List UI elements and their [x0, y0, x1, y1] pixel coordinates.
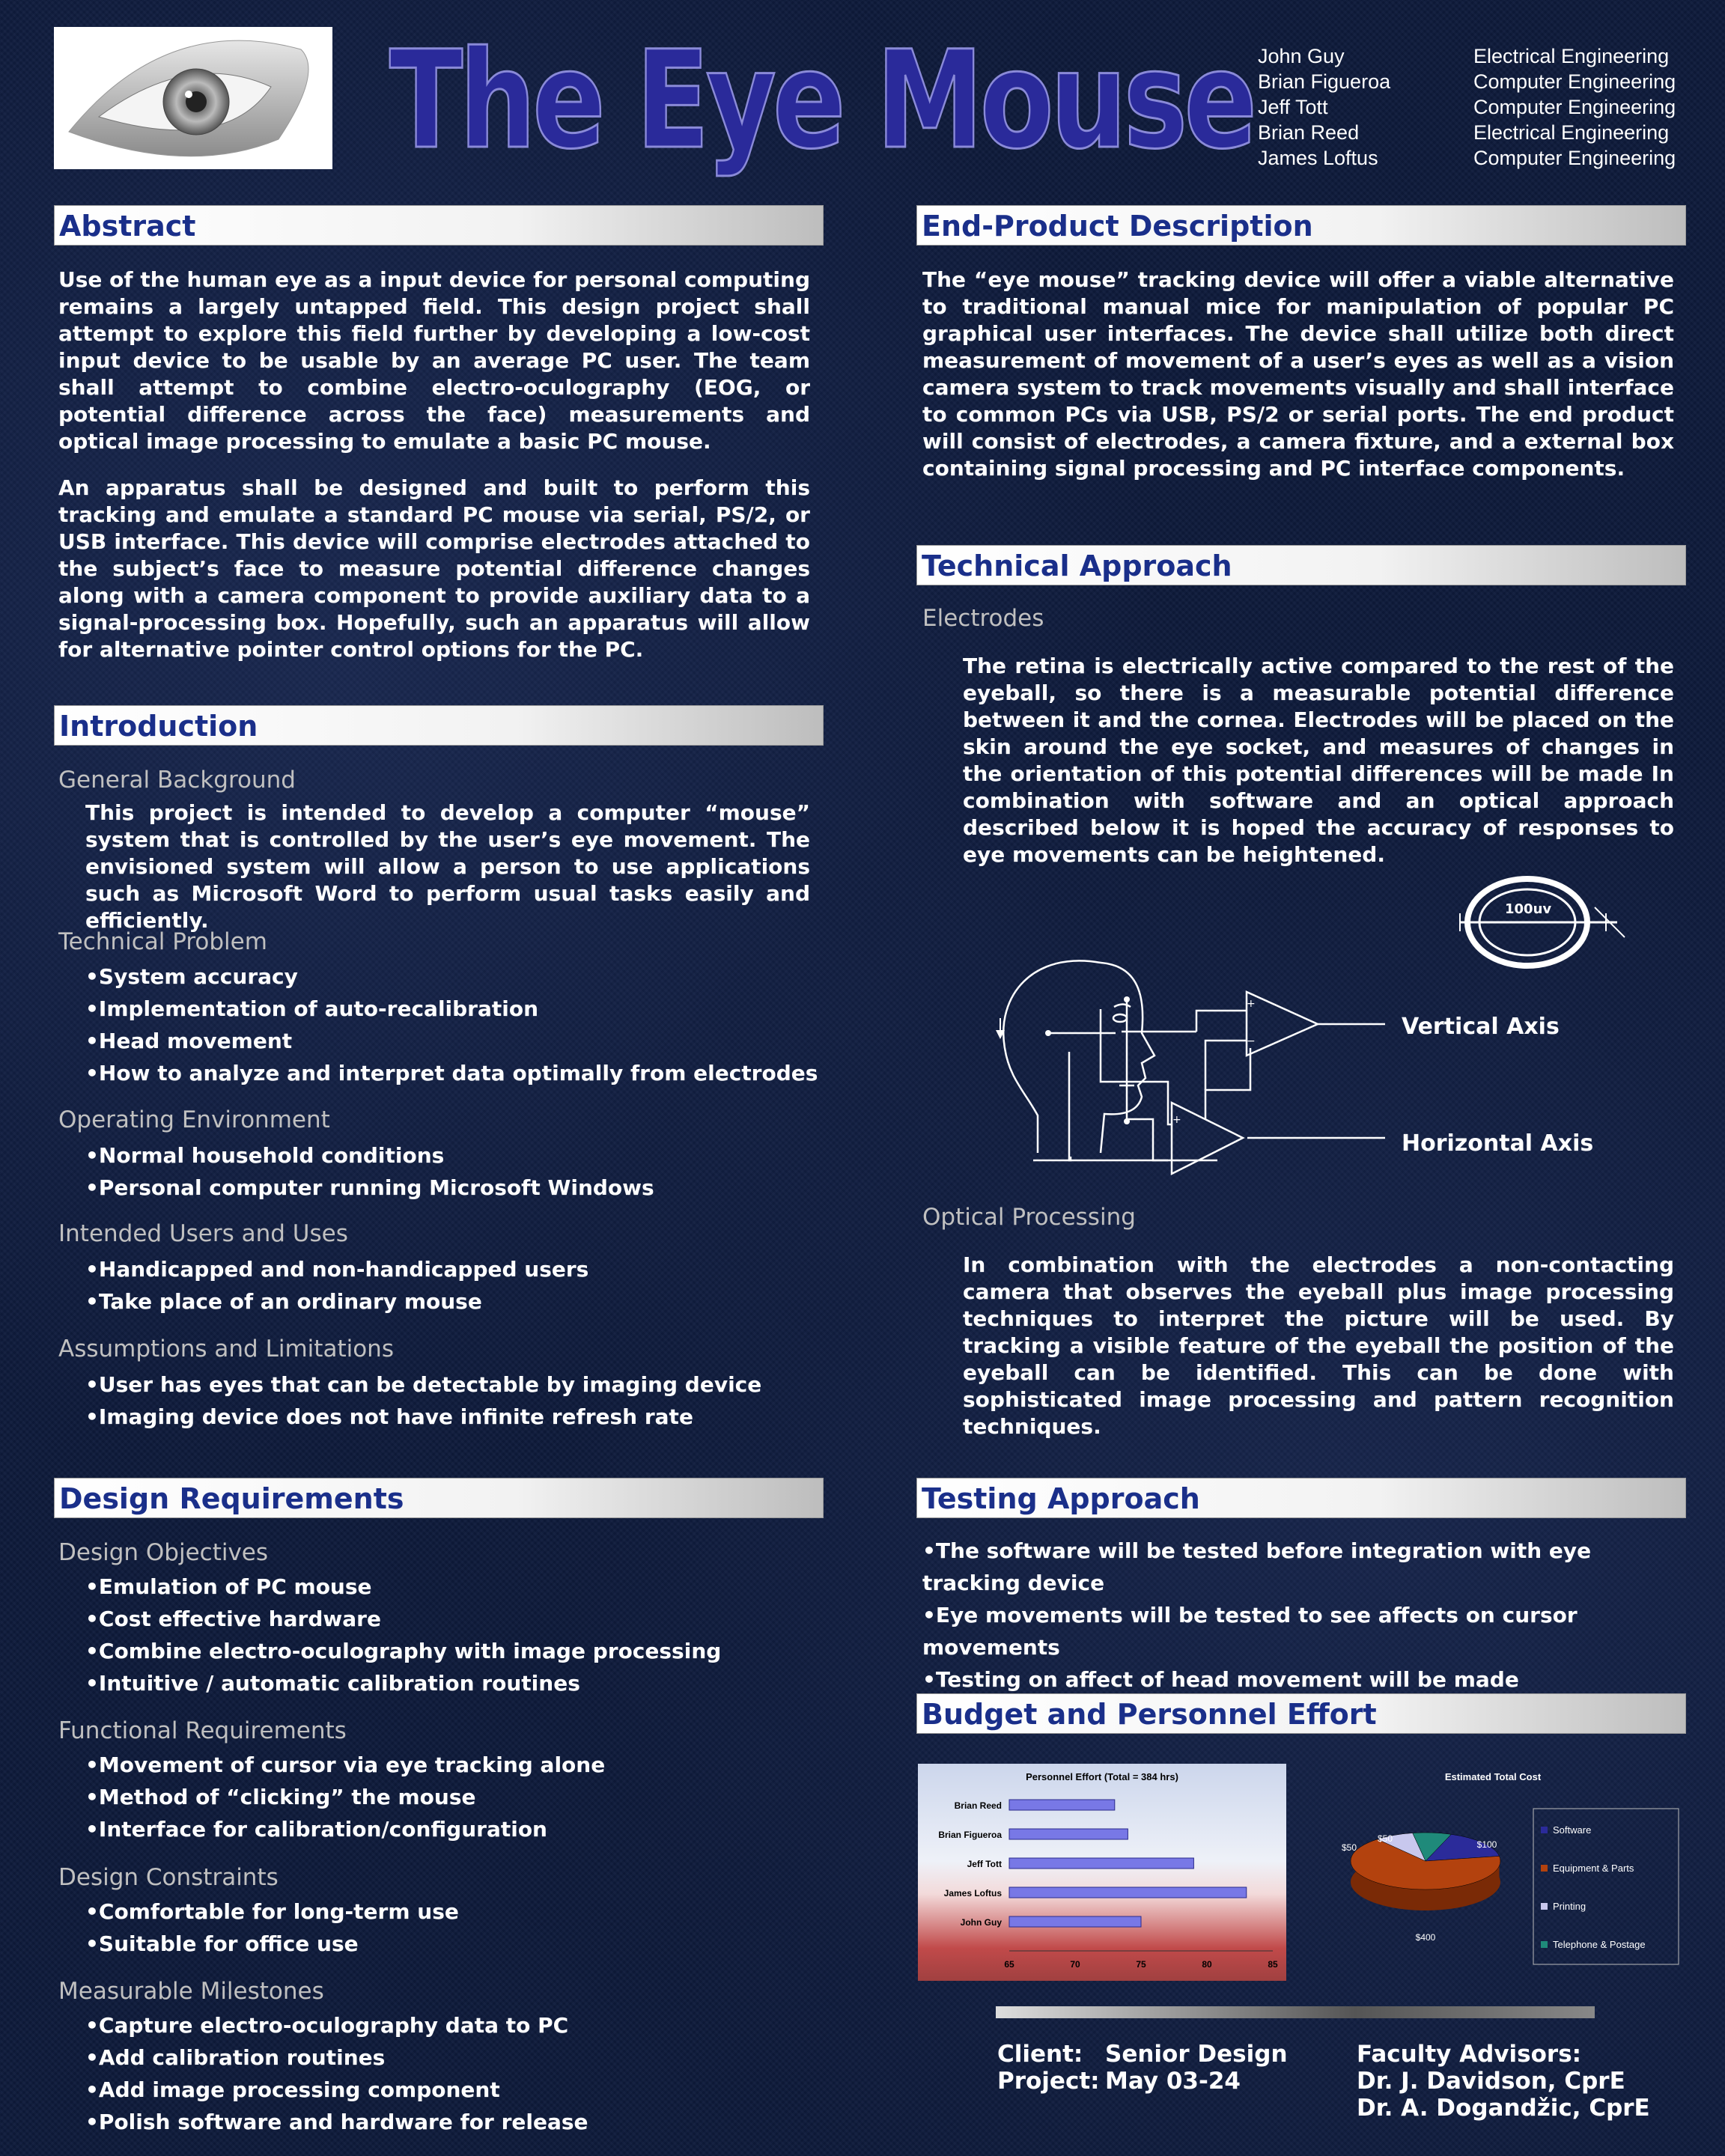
- team-row: [1258, 69, 1707, 94]
- electrodes-title: Electrodes: [922, 605, 1044, 632]
- legend-swatch: [1541, 1827, 1548, 1833]
- list-item: • Implementation of auto-recalibration: [85, 993, 818, 1025]
- list-item: • Cost effective hardware: [85, 1603, 721, 1635]
- functional-requirements-list: [85, 1749, 605, 1845]
- x-tick-label: 80: [1202, 1959, 1212, 1970]
- list-item: • Normal household conditions: [85, 1139, 654, 1172]
- list-item: • Polish software and hardware for release: [85, 2106, 588, 2138]
- functional-requirements-title: Functional Requirements: [58, 1717, 347, 1744]
- list-item: • Interface for calibration/configuration: [85, 1813, 605, 1845]
- pie-value-label: $100: [1476, 1839, 1497, 1850]
- team-row: [1258, 145, 1707, 171]
- list-item: • Combine electro-oculography with image processing: [85, 1635, 721, 1667]
- bar: [1009, 1829, 1128, 1839]
- list-item: • Add image processing component: [85, 2074, 588, 2106]
- pie-chart-title: Estimated Total Cost: [1444, 1771, 1542, 1782]
- budget-heading: Budget and Personnel Effort: [916, 1693, 1686, 1734]
- list-item: • Add calibration routines: [85, 2041, 588, 2074]
- bar-category-label: Jeff Tott: [967, 1859, 1002, 1869]
- bar: [1009, 1800, 1115, 1810]
- testing-list: [922, 1535, 1686, 1696]
- x-tick-label: 65: [1004, 1959, 1014, 1970]
- intended-users-list: [85, 1253, 588, 1318]
- general-background-title: General Background: [58, 767, 296, 794]
- list-item: • Method of “clicking” the mouse: [85, 1781, 605, 1813]
- list-item: • Personal computer running Microsoft Windows: [85, 1172, 654, 1204]
- measurable-milestones-list: [85, 2009, 588, 2138]
- estimated-cost-chart: [1333, 1764, 1680, 1981]
- bar: [1009, 1916, 1141, 1927]
- advisors-label: Faculty Advisors:: [1357, 2041, 1582, 2068]
- optical-processing-text: In combination with the electrodes a non-contacting camera that observes the eyeball plus image processing techniques to interpret the picture will be used. By tracking a visible feature of the eyeball the position of the eyeball can be identified. This can be done with sophisticated image processing and pattern recognition techniques.: [963, 1252, 1674, 1439]
- eye-logo: [54, 27, 332, 169]
- end-product-text: The “eye mouse” tracking device will offer a viable alternative to traditional manual mice for manipulation of popular PC graphical user interfaces. The device shall utilize both direct measurement of movement of a user’s eyes as well as a vision camera system to track movements visually and shall interface to common PCs via USB, PS/2 or serial ports. The end product will consist of electrodes, a camera fixture, and a external box containing signal processing and PC interface components.: [922, 267, 1674, 481]
- team-row: [1258, 120, 1707, 145]
- list-item: • System accuracy: [85, 960, 818, 993]
- eyeball-diagram-icon: [1445, 868, 1632, 973]
- list-item: • The software will be tested before integration with eye tracking device: [922, 1535, 1686, 1599]
- svg-text:−: −: [1172, 1155, 1181, 1167]
- intended-users-title: Intended Users and Uses: [58, 1220, 348, 1247]
- list-item: • Comfortable for long-term use: [85, 1895, 459, 1928]
- estimated-cost-svg: [1333, 1764, 1680, 1981]
- measurable-milestones-title: Measurable Milestones: [58, 1978, 324, 2005]
- legend-swatch: [1541, 1903, 1548, 1910]
- member-name: James Loftus: [1258, 147, 1378, 169]
- list-item: • Intuitive / automatic calibration routines: [85, 1667, 721, 1699]
- design-objectives-title: Design Objectives: [58, 1539, 269, 1566]
- list-item: • Imaging device does not have infinite refresh rate: [85, 1401, 761, 1433]
- client-value: Senior Design: [1105, 2041, 1288, 2068]
- general-background-text: This project is intended to develop a computer “mouse” system that is controlled by the user’s eye movement. The envisioned system will allow a person to use applications such as Microsoft Word to perform usual tasks easily and efficiently.: [85, 800, 810, 933]
- technical-approach-heading: Technical Approach: [916, 545, 1686, 585]
- advisor-1: Dr. J. Davidson, CprE: [1357, 2068, 1625, 2095]
- svg-text:+: +: [1247, 998, 1256, 1010]
- head-circuit-icon: [988, 936, 1408, 1183]
- operating-environment-title: Operating Environment: [58, 1106, 330, 1133]
- technical-problem-list: [85, 960, 818, 1089]
- client-label: Client:: [997, 2041, 1083, 2068]
- technical-problem-title: Technical Problem: [58, 928, 267, 955]
- member-dept: Computer Engineering: [1473, 70, 1676, 93]
- bar: [1009, 1887, 1247, 1898]
- legend-label: Telephone & Postage: [1553, 1939, 1646, 1950]
- x-tick-label: 75: [1136, 1959, 1146, 1970]
- design-requirements-heading: Design Requirements: [54, 1478, 824, 1518]
- list-item: • Testing on affect of head movement will be made: [922, 1663, 1686, 1696]
- bar-chart-title: Personnel Effort (Total = 384 hrs): [1026, 1771, 1178, 1782]
- operating-environment-list: [85, 1139, 654, 1204]
- assumptions-title: Assumptions and Limitations: [58, 1336, 394, 1362]
- design-constraints-list: [85, 1895, 459, 1960]
- end-product-heading: End-Product Description: [916, 205, 1686, 246]
- member-dept: Electrical Engineering: [1473, 121, 1670, 144]
- legend-label: Software: [1553, 1824, 1592, 1836]
- member-name: John Guy: [1258, 45, 1345, 67]
- member-name: Brian Figueroa: [1258, 70, 1391, 93]
- eye-voltage-label: 100uv: [1505, 901, 1552, 917]
- legend-swatch: [1541, 1865, 1548, 1872]
- introduction-heading: Introduction: [54, 705, 824, 746]
- member-dept: Computer Engineering: [1473, 96, 1676, 118]
- list-item: • How to analyze and interpret data optimally from electrodes: [85, 1057, 818, 1089]
- list-item: • Movement of cursor via eye tracking alone: [85, 1749, 605, 1781]
- list-item: • Emulation of PC mouse: [85, 1571, 721, 1603]
- project-label: Project:: [997, 2068, 1100, 2095]
- testing-approach-heading: Testing Approach: [916, 1478, 1686, 1518]
- x-tick-label: 85: [1268, 1959, 1278, 1970]
- bar-category-label: Brian Reed: [954, 1800, 1002, 1811]
- horizontal-axis-label: Horizontal Axis: [1402, 1130, 1594, 1157]
- x-tick-label: 70: [1070, 1959, 1080, 1970]
- pie-value-label: $50: [1377, 1833, 1393, 1844]
- list-item: • User has eyes that can be detectable by imaging device: [85, 1368, 761, 1401]
- list-item: • Handicapped and non-handicapped users: [85, 1253, 588, 1285]
- abstract-paragraph-1: Use of the human eye as a input device for personal computing remains a largely untapped field. This design project shall attempt to explore this field further by developing a low-cost input device to be usable by an average PC user. The team shall attempt to combine electro-oculography (EOG, or potential difference across the face) measurements and optical image processing to emulate a basic PC mouse.: [58, 267, 810, 454]
- electrodes-text: The retina is electrically active compared to the rest of the eyeball, so there is a measurable potential difference between it and the cornea. Electrodes will be placed on the skin around the eye socket, and measures of changes in the orientation of this potential differences will be made In combination with software and an optical approach described below it is hoped the accuracy of responses to eye movements can be heightened.: [963, 654, 1674, 867]
- member-dept: Electrical Engineering: [1473, 45, 1670, 67]
- pie-value-label: $50: [1341, 1842, 1357, 1853]
- abstract-heading: Abstract: [54, 205, 824, 246]
- abstract-paragraph-2: An apparatus shall be designed and built to perform this tracking and emulate a standard PC mouse via serial, PS/2, or USB interface. This device will comprise electrodes attached to the subject’s face to measure potential difference changes along with a camera component to provide auxiliary data to a signal-processing box. Hopefully, such an apparatus will allow for alternative pointer control options for the PC.: [58, 475, 810, 662]
- footer-divider: [996, 2006, 1595, 2018]
- eye-diagram: [1445, 868, 1632, 973]
- personnel-effort-chart: [918, 1764, 1286, 1981]
- eye-icon: [54, 27, 332, 169]
- bar: [1009, 1858, 1193, 1869]
- electrode-circuit-diagram: [988, 936, 1408, 1183]
- personnel-effort-svg: [918, 1764, 1286, 1981]
- list-item: • Head movement: [85, 1025, 818, 1057]
- bar-category-label: James Loftus: [943, 1888, 1002, 1898]
- list-item: • Take place of an ordinary mouse: [85, 1285, 588, 1318]
- svg-text:−: −: [1247, 1035, 1256, 1047]
- list-item: • Eye movements will be tested to see affects on cursor movements: [922, 1599, 1686, 1663]
- member-name: Jeff Tott: [1258, 96, 1328, 118]
- optical-processing-title: Optical Processing: [922, 1204, 1136, 1231]
- bar-category-label: Brian Figueroa: [938, 1830, 1002, 1840]
- project-value: May 03-24: [1105, 2068, 1241, 2095]
- team-list: [1258, 43, 1707, 171]
- poster-title: The Eye Mouse: [389, 22, 1254, 179]
- legend-label: Printing: [1553, 1901, 1586, 1912]
- pie-value-label: $400: [1415, 1932, 1436, 1943]
- svg-text:+: +: [1172, 1114, 1181, 1126]
- assumptions-list: [85, 1368, 761, 1433]
- list-item: • Capture electro-oculography data to PC: [85, 2009, 588, 2041]
- team-row: [1258, 94, 1707, 120]
- bar-category-label: John Guy: [960, 1917, 1002, 1928]
- member-dept: Computer Engineering: [1473, 147, 1676, 169]
- team-row: [1258, 43, 1707, 69]
- vertical-axis-label: Vertical Axis: [1402, 1014, 1560, 1040]
- design-constraints-title: Design Constraints: [58, 1864, 279, 1891]
- legend-swatch: [1541, 1941, 1548, 1948]
- list-item: • Suitable for office use: [85, 1928, 459, 1960]
- advisor-2: Dr. A. Dogandžic, CprE: [1357, 2095, 1650, 2122]
- design-objectives-list: [85, 1571, 721, 1699]
- legend-label: Equipment & Parts: [1553, 1863, 1634, 1874]
- member-name: Brian Reed: [1258, 121, 1360, 144]
